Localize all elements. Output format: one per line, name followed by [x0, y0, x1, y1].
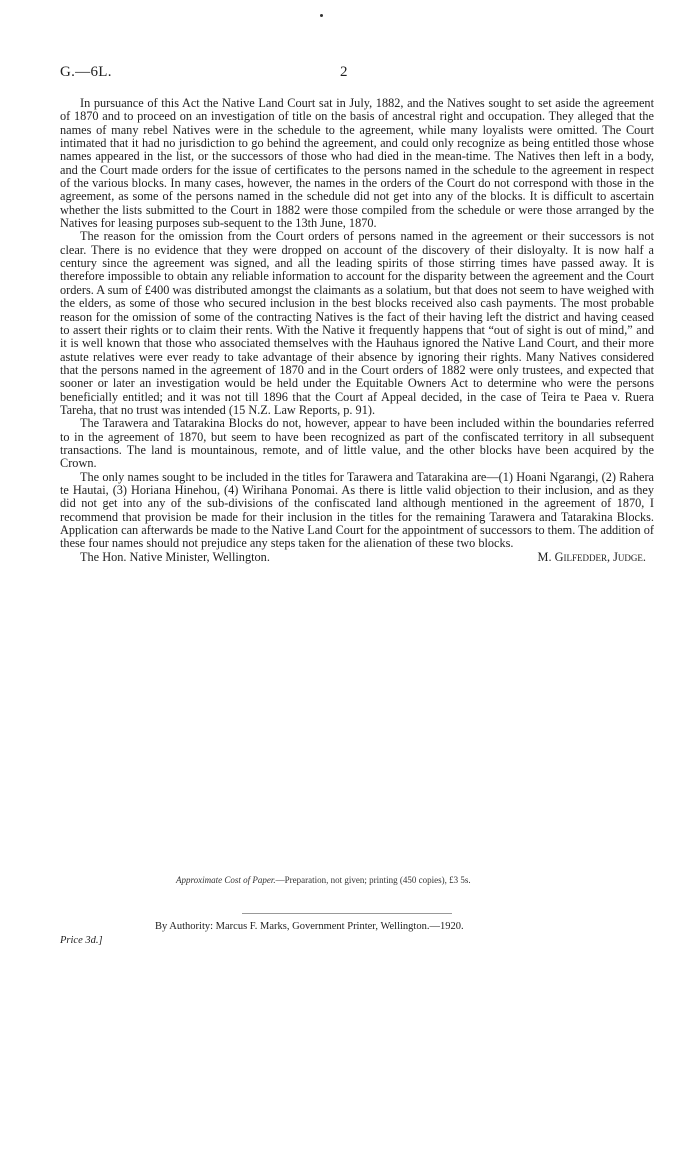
- page-number: 2: [340, 64, 348, 80]
- page-mark: [320, 14, 323, 17]
- signature-line: [60, 551, 654, 564]
- cost-text: —Preparation, not given; printing (450 copies), £3 5s.: [275, 875, 471, 885]
- cost-label: Approximate Cost of Paper.: [176, 875, 276, 885]
- paragraph: The reason for the omission from the Court orders of persons named in the agreement or their successors is not clear. There is no evidence that they were dropped on account of the discovery of their disloyalty. It is now half a century since the agreement was signed, and all the leading spirits of those stirring times have passed away. It is therefore impossible to obtain any reliable information to account for the disparity between the agreement and the Court orders. A sum of £400 was distributed amongst the claimants as a solatium, but that does not seem to have weighed with the elders, as some of those who secured inclusion in the best blocks received also cash payments. The most probable reason for the omission of some of the contracting Natives is the fact of their having left the district and having ceased to assert their rights or to claim their rents. With the Native it frequently happens that “out of sight is out of mind,” and it is well known that those who associated themselves with the Hauhaus ignored the Native Land Court, and their more astute relatives were ever ready to take advantage of their absence by ignoring their rights. Many Natives considered that the persons named in the agreement of 1870 and in the Court orders of 1882 were only trustees, and expected that sooner or later an investigation would be held under the Equitable Owners Act to determine who were the persons beneficially entitled; and it was not till 1896 that the Court af Appeal decided, in the case of Teira te Paea v. Ruera Tareha, that no trust was intended (15 N.Z. Law Reports, p. 91).: [60, 229, 654, 417]
- paragraph: The only names sought to be included in the titles for Tarawera and Tatarakina are—(1) Hoani Ngarangi, (2) Rahera te Hautai, (3) Horiana Hinehou, (4) Wirihana Ponomai. As there is little valid objection to their inclusion, and as they did not get into any of the sub-divisions of the confiscated land although mentioned in the agreement of 1870, I recommend that provision be made for their inclusion in the titles for the remaining Tarawera and Tatarakina Blocks. Application can afterwards be made to the Native Land Court for the appointment of successors to them. The addition of these four names should not prejudice any steps taken for the alienation of these two blocks.: [60, 469, 654, 551]
- paragraph: In pursuance of this Act the Native Land Court sat in July, 1882, and the Natives sought to set aside the agreement of 1870 and to proceed on an investigation of title on the basis of ancestral right and occupation. They alleged that the names of many rebel Natives were in the schedule to the agreement, while many loyalists were omitted. The Court intimated that it had no jurisdiction to go behind the agreement, and could only recognize as being entitled those whose names appeared in the list, or the successors of those who had died in the mean-time. The Natives then left in a body, and the Court made orders for the issue of certificates to the persons named in the schedule to the agreement in respect of the various blocks. In many cases, however, the names in the orders of the Court do not correspond with those in the agreement, as some of the persons named in the schedule did not get into any of the blocks. It is difficult to ascertain whether the lists submitted to the Court in 1882 were those compiled from the schedule or were those arranged by the Natives for leasing purposes sub-sequent to the 13th June, 1870.: [60, 96, 654, 231]
- document-body: [60, 97, 654, 564]
- divider: [242, 913, 452, 914]
- printer-authority: By Authority: Marcus F. Marks, Government Printer, Wellington.—1920.: [155, 921, 464, 932]
- signature: M. Gilfedder, Judge.: [537, 549, 646, 564]
- document-reference: G.—6L.: [60, 64, 112, 80]
- addressee: The Hon. Native Minister, Wellington.: [80, 549, 270, 564]
- price: Price 3d.]: [60, 935, 103, 946]
- cost-note: [176, 875, 471, 885]
- paragraph: The Tarawera and Tatarakina Blocks do not, however, appear to have been included within the boundaries referred to in the agreement of 1870, but seem to have been recognized as part of the confiscated territory in all subsequent transactions. The land is mountainous, remote, and of little value, and the other blocks have been acquired by the Crown.: [60, 416, 654, 471]
